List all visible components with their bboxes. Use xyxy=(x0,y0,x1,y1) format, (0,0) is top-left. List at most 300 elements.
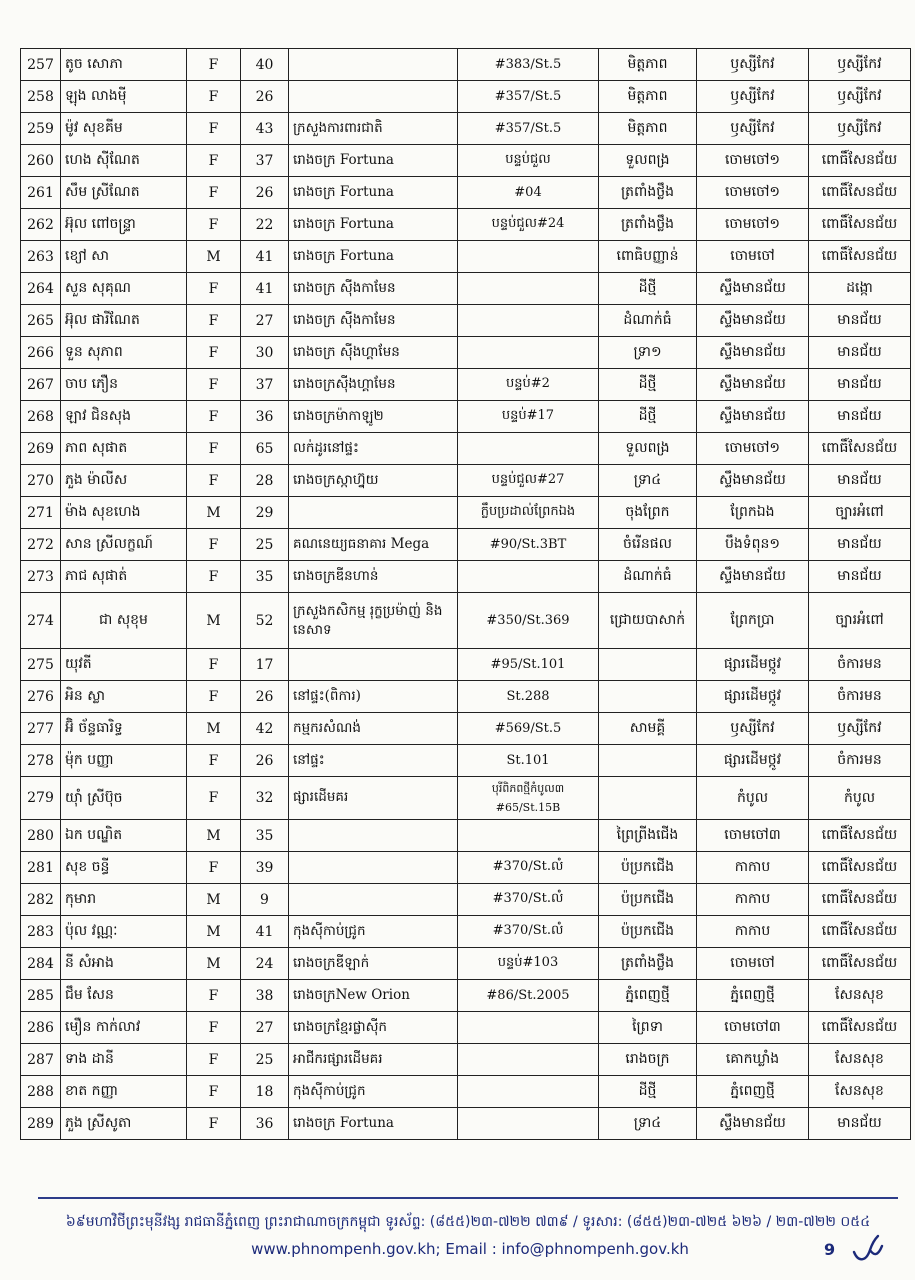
workplace: រោងចក្រស្កាហ្វ៊ុយ xyxy=(293,471,379,488)
sex-cell xyxy=(187,980,241,1012)
workplace: គណនេយ្យធនាគារ Mega xyxy=(293,535,430,552)
village: ព្រៃទា xyxy=(632,1019,663,1035)
person-name: ភួង ម៉ាលីស xyxy=(65,472,128,488)
person-name-cell xyxy=(61,49,187,81)
district: ចំការមន xyxy=(837,752,882,768)
commune-cell xyxy=(697,49,809,81)
person-name-cell xyxy=(61,81,187,113)
age: 41 xyxy=(255,923,274,940)
workplace-cell xyxy=(289,433,458,465)
commune: ឫស្សីកែវ xyxy=(730,720,775,736)
village-cell xyxy=(599,401,697,433)
age: 37 xyxy=(255,152,274,169)
district: មានជ័យ xyxy=(837,536,882,552)
village: ប៉ប្រកជើង xyxy=(620,891,675,907)
person-name-cell xyxy=(61,884,187,916)
workplace: រោងចក្រ Fortuna xyxy=(293,151,394,168)
victims-table xyxy=(20,48,911,1140)
village: មិត្តភាព xyxy=(627,120,668,136)
sex-cell xyxy=(187,948,241,980)
table-row xyxy=(21,273,911,305)
footer-website-email: www.phnompenh.gov.kh; Email : info@phnompenh.gov.kh xyxy=(251,1240,689,1258)
village: ដីថ្មី xyxy=(638,376,657,392)
table-row xyxy=(21,241,911,273)
commune: ឫស្សីកែវ xyxy=(730,120,775,136)
district: សែនសុខ xyxy=(835,1051,884,1067)
village-cell xyxy=(599,177,697,209)
row-number-cell xyxy=(21,145,61,177)
district: ពោធិ៍សែនជ័យ xyxy=(821,955,898,971)
village-cell xyxy=(599,820,697,852)
age: 40 xyxy=(255,56,274,73)
person-name-cell xyxy=(61,145,187,177)
sex-cell xyxy=(187,1044,241,1076)
sex: F xyxy=(208,280,219,297)
age-cell xyxy=(241,305,289,337)
district: សែនសុខ xyxy=(835,1083,884,1099)
person-name: ជា សុខុម xyxy=(99,612,148,628)
district: ពោធិ៍សែនជ័យ xyxy=(821,827,898,843)
row-number: 275 xyxy=(27,656,54,673)
row-number: 271 xyxy=(27,504,54,521)
person-name: សាន ស្រីលក្ខណ៍ xyxy=(65,536,153,552)
village: មិត្តភាព xyxy=(627,88,668,104)
person-name-cell xyxy=(61,561,187,593)
commune: ស្ទឹងមានជ័យ xyxy=(719,568,786,584)
workplace: រោងចក្រខ្មែរផ្លាស៊ីក xyxy=(293,1018,387,1035)
row-number: 268 xyxy=(27,408,54,425)
district-cell xyxy=(809,529,911,561)
workplace: រោងចក្រ ស៊ីងកាមែន xyxy=(293,311,396,328)
house-address-cell xyxy=(458,401,599,433)
person-name: ជឹម សែន xyxy=(65,987,114,1003)
row-number: 276 xyxy=(27,688,54,705)
house-address-cell xyxy=(458,852,599,884)
district-cell xyxy=(809,681,911,713)
signature-mark-icon xyxy=(848,1232,888,1266)
row-number-cell xyxy=(21,593,61,649)
district: ឫស្សីកែវ xyxy=(837,120,882,136)
workplace-cell xyxy=(289,681,458,713)
sex: F xyxy=(208,216,219,233)
house-address: #370/St.លំ xyxy=(492,923,564,938)
district-cell xyxy=(809,465,911,497)
village-cell xyxy=(599,465,697,497)
commune: កំបូល xyxy=(736,789,769,806)
row-number: 287 xyxy=(27,1051,54,1068)
row-number: 281 xyxy=(27,859,54,876)
district-cell xyxy=(809,177,911,209)
workplace-cell xyxy=(289,980,458,1012)
house-address-cell xyxy=(458,49,599,81)
sex: F xyxy=(208,1115,219,1132)
sex: M xyxy=(206,504,221,521)
sex-cell xyxy=(187,745,241,777)
person-name-cell xyxy=(61,401,187,433)
district-cell xyxy=(809,401,911,433)
workplace-cell xyxy=(289,145,458,177)
table-body xyxy=(21,49,911,1140)
row-number: 272 xyxy=(27,536,54,553)
age: 32 xyxy=(255,790,274,806)
district: កំបូល xyxy=(843,789,876,806)
sex: F xyxy=(208,408,219,425)
sex: M xyxy=(206,923,221,940)
sex: F xyxy=(208,987,219,1004)
house-address-cell xyxy=(458,1012,599,1044)
village: ប៉ប្រកជើង xyxy=(620,859,675,875)
commune: ចោមចៅ១ xyxy=(724,184,781,200)
house-address-cell xyxy=(458,593,599,649)
workplace-cell xyxy=(289,209,458,241)
person-name-cell xyxy=(61,777,187,820)
village-cell xyxy=(599,209,697,241)
district-cell xyxy=(809,948,911,980)
district-cell xyxy=(809,820,911,852)
row-number-cell xyxy=(21,713,61,745)
table-row xyxy=(21,820,911,852)
village: ទ្រា៤ xyxy=(633,1115,662,1131)
person-name-cell xyxy=(61,948,187,980)
row-number: 282 xyxy=(27,891,54,908)
person-name-cell xyxy=(61,980,187,1012)
person-name: តូច សោភា xyxy=(65,56,123,72)
age-cell xyxy=(241,529,289,561)
house-address: បន្ទប់#103 xyxy=(497,955,559,970)
house-address: បន្ទប់ជួល#24 xyxy=(491,216,565,231)
commune: ចោមចៅ៣ xyxy=(724,1019,781,1035)
commune-cell xyxy=(697,433,809,465)
house-address-cell xyxy=(458,113,599,145)
village: សាមគ្គី xyxy=(629,720,666,736)
district-cell xyxy=(809,337,911,369)
district-cell xyxy=(809,884,911,916)
district-cell xyxy=(809,593,911,649)
person-name: ទាង ដានី xyxy=(65,1051,114,1067)
district: ចំការមន xyxy=(837,688,882,704)
row-number-cell xyxy=(21,561,61,593)
house-address-cell xyxy=(458,369,599,401)
village: ទួលពង្រ xyxy=(625,152,670,168)
village-cell xyxy=(599,1044,697,1076)
district-cell xyxy=(809,649,911,681)
sex-cell xyxy=(187,81,241,113)
workplace-cell xyxy=(289,369,458,401)
row-number: 286 xyxy=(27,1019,54,1036)
workplace: រោងចក្រ Fortuna xyxy=(293,1114,394,1131)
district: ពោធិ៍សែនជ័យ xyxy=(821,248,898,264)
row-number-cell xyxy=(21,529,61,561)
district: ច្បារអំពៅ xyxy=(835,612,884,628)
table-row xyxy=(21,593,911,649)
house-address-cell xyxy=(458,81,599,113)
workplace: ក្រសួងការពារជាតិ xyxy=(293,119,383,136)
sex-cell xyxy=(187,649,241,681)
workplace-cell xyxy=(289,529,458,561)
sex: M xyxy=(206,891,221,908)
sex: M xyxy=(206,248,221,265)
person-name-cell xyxy=(61,745,187,777)
district-cell xyxy=(809,777,911,820)
row-number-cell xyxy=(21,980,61,1012)
district-cell xyxy=(809,305,911,337)
workplace-cell xyxy=(289,713,458,745)
workplace: កុងស៊ីកាប់ជ្រូក xyxy=(293,1082,366,1099)
village-cell xyxy=(599,113,697,145)
person-name: នី សំអាង xyxy=(65,955,114,971)
house-address-cell xyxy=(458,529,599,561)
district: មានជ័យ xyxy=(837,408,882,424)
commune-cell xyxy=(697,529,809,561)
commune: ស្ទឹងមានជ័យ xyxy=(719,472,786,488)
commune: ព្រែកឯង xyxy=(730,504,775,520)
sex: F xyxy=(208,656,219,673)
person-name: ប៉ុល វណ្ណៈ xyxy=(65,923,118,939)
district-cell xyxy=(809,81,911,113)
workplace-cell xyxy=(289,1044,458,1076)
person-name-cell xyxy=(61,465,187,497)
district-cell xyxy=(809,1044,911,1076)
commune-cell xyxy=(697,337,809,369)
table-row xyxy=(21,713,911,745)
commune-cell xyxy=(697,81,809,113)
row-number-cell xyxy=(21,916,61,948)
village-cell xyxy=(599,593,697,649)
row-number: 267 xyxy=(27,376,54,393)
village: ដីថ្មី xyxy=(638,408,657,424)
house-address-cell xyxy=(458,561,599,593)
person-name-cell xyxy=(61,113,187,145)
row-number: 273 xyxy=(27,568,54,585)
row-number-cell xyxy=(21,81,61,113)
table-row xyxy=(21,497,911,529)
age-cell xyxy=(241,401,289,433)
person-name-cell xyxy=(61,1076,187,1108)
row-number: 274 xyxy=(27,612,54,629)
row-number-cell xyxy=(21,305,61,337)
sex: F xyxy=(208,120,219,137)
commune: គោកឃ្លាំង xyxy=(725,1051,780,1067)
table-row xyxy=(21,81,911,113)
district-cell xyxy=(809,916,911,948)
district-cell xyxy=(809,1108,911,1140)
commune-cell xyxy=(697,209,809,241)
row-number: 260 xyxy=(27,152,54,169)
district: ឫស្សីកែវ xyxy=(837,56,882,72)
district: ឫស្សីកែវ xyxy=(837,88,882,104)
row-number-cell xyxy=(21,1012,61,1044)
commune-cell xyxy=(697,980,809,1012)
person-name-cell xyxy=(61,305,187,337)
person-name: សឹម ស្រីណែត xyxy=(65,184,140,200)
commune: ចោមចៅ១ xyxy=(724,152,781,168)
commune: ភ្នំពេញថ្មី xyxy=(730,1083,775,1099)
age-cell xyxy=(241,497,289,529)
person-name-cell xyxy=(61,681,187,713)
village: ដំណាក់ធំ xyxy=(623,312,672,328)
sex-cell xyxy=(187,1108,241,1140)
commune: ចោមចៅ xyxy=(730,248,775,264)
commune: ស្ទឹងមានជ័យ xyxy=(719,1115,786,1131)
district: មានជ័យ xyxy=(837,472,882,488)
sex: F xyxy=(208,752,219,769)
age: 29 xyxy=(255,504,274,521)
sex-cell xyxy=(187,529,241,561)
person-name-cell xyxy=(61,209,187,241)
district-cell xyxy=(809,145,911,177)
sex: M xyxy=(206,612,221,629)
sex-cell xyxy=(187,49,241,81)
commune-cell xyxy=(697,113,809,145)
district: មានជ័យ xyxy=(837,312,882,328)
age: 26 xyxy=(255,88,274,105)
district-cell xyxy=(809,369,911,401)
village: ប៉ប្រកជើង xyxy=(620,923,675,939)
village-cell xyxy=(599,1012,697,1044)
row-number: 262 xyxy=(27,216,54,233)
row-number: 277 xyxy=(27,720,54,737)
person-name: ម៉ុក បញ្ញា xyxy=(65,752,114,768)
age: 36 xyxy=(255,1115,274,1132)
commune-cell xyxy=(697,916,809,948)
village-cell xyxy=(599,529,697,561)
commune-cell xyxy=(697,649,809,681)
district: ពោធិ៍សែនជ័យ xyxy=(821,923,898,939)
table-row xyxy=(21,1076,911,1108)
person-name-cell xyxy=(61,337,187,369)
sex-cell xyxy=(187,401,241,433)
age-cell xyxy=(241,49,289,81)
row-number-cell xyxy=(21,649,61,681)
person-name-cell xyxy=(61,369,187,401)
commune: ចោមចៅ១ xyxy=(724,440,781,456)
row-number-cell xyxy=(21,745,61,777)
house-address-cell xyxy=(458,145,599,177)
workplace: លក់ដូរនៅផ្ទះ xyxy=(293,439,359,456)
age-cell xyxy=(241,433,289,465)
house-address-cell xyxy=(458,433,599,465)
district-cell xyxy=(809,433,911,465)
table-row xyxy=(21,433,911,465)
commune-cell xyxy=(697,593,809,649)
workplace-cell xyxy=(289,401,458,433)
house-address: បន្ទប់ជួល#27 xyxy=(491,472,565,487)
age: 41 xyxy=(255,248,274,265)
age-cell xyxy=(241,81,289,113)
age-cell xyxy=(241,273,289,305)
house-address-cell xyxy=(458,273,599,305)
person-name: មឿន កាក់លាវ xyxy=(65,1019,141,1035)
row-number-cell xyxy=(21,337,61,369)
sex-cell xyxy=(187,273,241,305)
commune: បឹងទំពុន១ xyxy=(724,536,781,552)
house-address-cell xyxy=(458,820,599,852)
sex: M xyxy=(206,955,221,972)
sex-cell xyxy=(187,1012,241,1044)
age: 9 xyxy=(260,891,269,908)
commune: ចោមចៅ xyxy=(730,955,775,971)
commune: ស្ទឹងមានជ័យ xyxy=(719,376,786,392)
workplace: រោងចក្រ Fortuna xyxy=(293,183,394,200)
village-cell xyxy=(599,1108,697,1140)
commune-cell xyxy=(697,713,809,745)
age: 52 xyxy=(255,612,274,629)
row-number: 264 xyxy=(27,280,54,297)
row-number-cell xyxy=(21,113,61,145)
age-cell xyxy=(241,113,289,145)
workplace: រោងចក្រម៉ាកាឡូ២ xyxy=(293,407,384,424)
house-address-cell xyxy=(458,1108,599,1140)
person-name-cell xyxy=(61,1044,187,1076)
district-cell xyxy=(809,713,911,745)
sex-cell xyxy=(187,561,241,593)
footer-divider xyxy=(38,1197,898,1199)
sex-cell xyxy=(187,177,241,209)
house-address: #357/St.5 xyxy=(494,89,562,104)
workplace: រោងចក្រ Fortuna xyxy=(293,215,394,232)
district-cell xyxy=(809,241,911,273)
sex: F xyxy=(208,88,219,105)
sex-cell xyxy=(187,1076,241,1108)
village: រោងចក្រ xyxy=(625,1051,670,1067)
person-name-cell xyxy=(61,916,187,948)
age-cell xyxy=(241,593,289,649)
sex-cell xyxy=(187,713,241,745)
age-cell xyxy=(241,713,289,745)
house-address-cell xyxy=(458,649,599,681)
commune-cell xyxy=(697,948,809,980)
village-cell xyxy=(599,745,697,777)
village-cell xyxy=(599,649,697,681)
workplace: នៅផ្ទះ xyxy=(293,751,325,768)
age: 42 xyxy=(255,720,274,737)
house-address: #370/St.លំ xyxy=(492,891,564,906)
village-cell xyxy=(599,433,697,465)
village: ត្រពាំងថ្លឹង xyxy=(620,955,675,971)
district-cell xyxy=(809,209,911,241)
age: 41 xyxy=(255,280,274,297)
house-address: #370/St.លំ xyxy=(492,859,564,874)
table-row xyxy=(21,649,911,681)
row-number: 283 xyxy=(27,923,54,940)
workplace-cell xyxy=(289,177,458,209)
sex: F xyxy=(208,1083,219,1100)
age-cell xyxy=(241,145,289,177)
commune-cell xyxy=(697,681,809,713)
sex-cell xyxy=(187,145,241,177)
age-cell xyxy=(241,745,289,777)
commune-cell xyxy=(697,820,809,852)
table-row xyxy=(21,1044,911,1076)
district-cell xyxy=(809,49,911,81)
workplace-cell xyxy=(289,497,458,529)
person-name: ខាត កញ្ញា xyxy=(65,1083,119,1099)
house-address: បន្ទប់#2 xyxy=(506,376,550,391)
person-name: សួន សុគុណ xyxy=(65,280,131,296)
sex: M xyxy=(206,720,221,737)
row-number-cell xyxy=(21,852,61,884)
workplace: រោងចក្រ ស៊ីងកាមែន xyxy=(293,279,396,296)
village: ត្រពាំងថ្លឹង xyxy=(620,216,675,232)
age: 26 xyxy=(255,184,274,201)
commune-cell xyxy=(697,369,809,401)
workplace-cell xyxy=(289,852,458,884)
village-cell xyxy=(599,1076,697,1108)
row-number-cell xyxy=(21,1044,61,1076)
person-name: យ៉ាំ ស្រីប៊ុច xyxy=(65,789,123,806)
house-address-cell xyxy=(458,681,599,713)
commune: ផ្សារដើមថ្កូវ xyxy=(723,656,782,672)
